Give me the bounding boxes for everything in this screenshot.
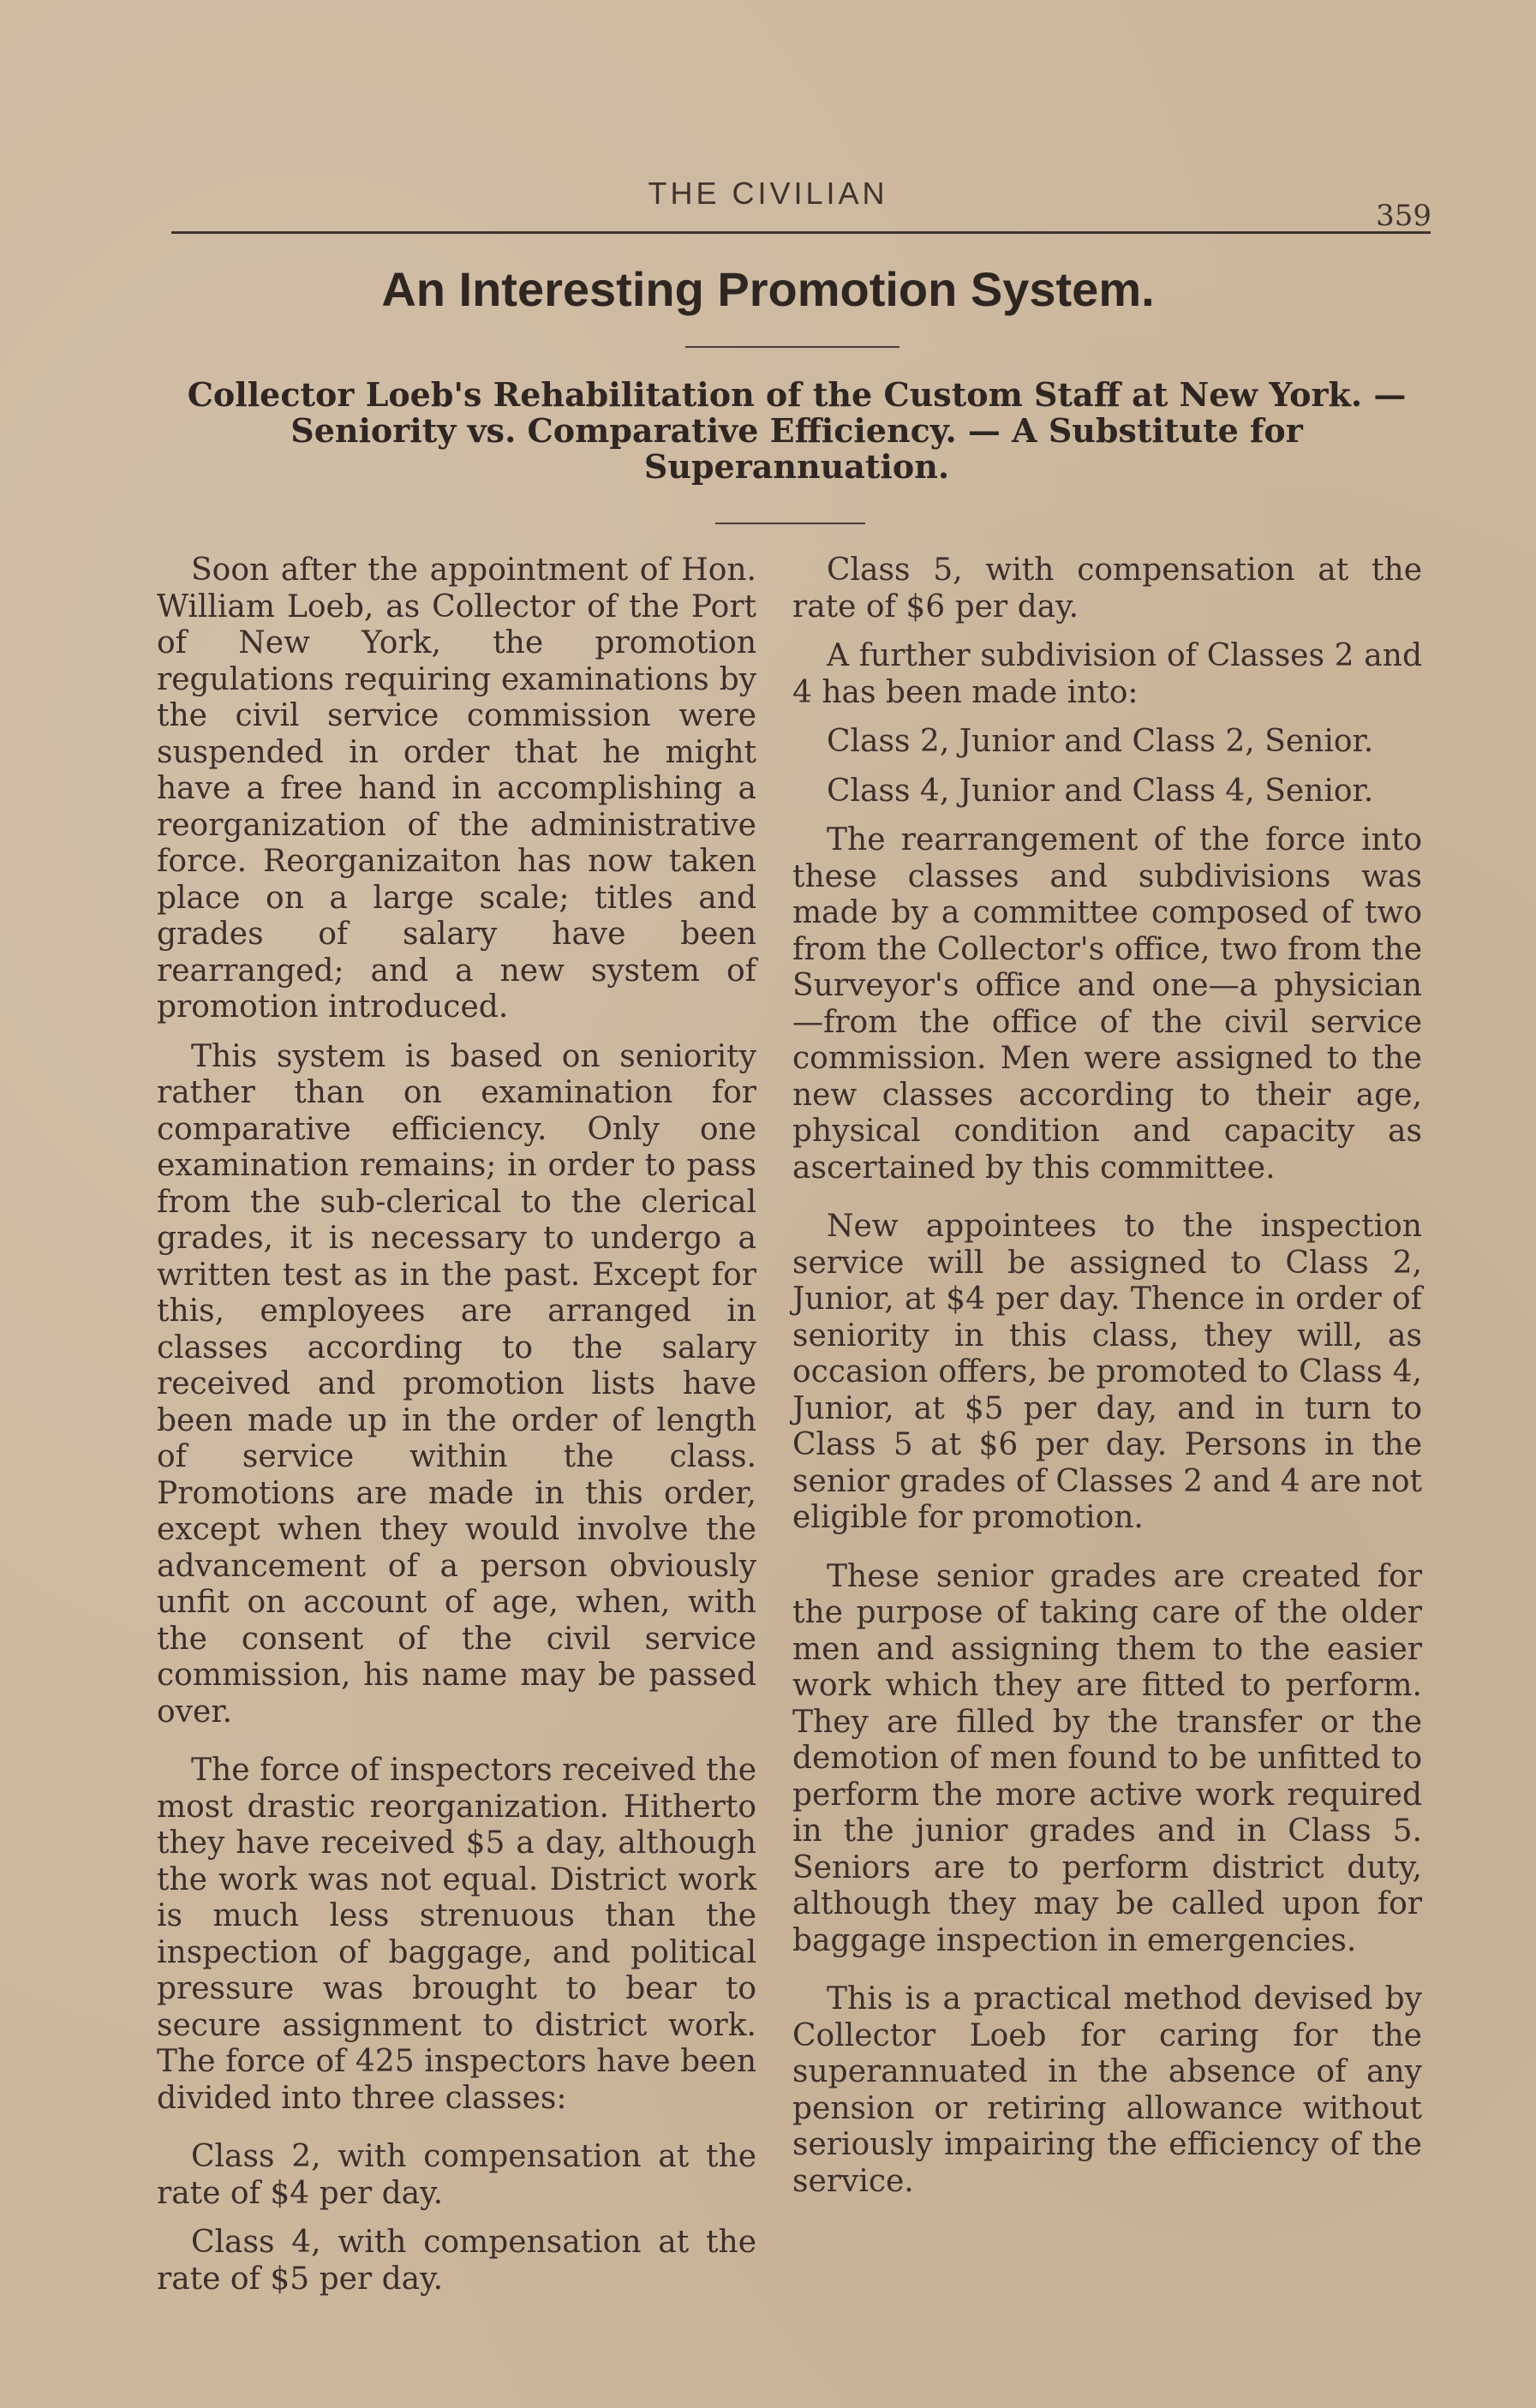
page-number: 359 [1376, 199, 1431, 233]
title-rule [685, 346, 899, 348]
paragraph: Class 4, with compensation at the rate of $5 per day. [157, 2225, 756, 2297]
paragraph: Class 2, Junior and Class 2, Senior. [827, 724, 1374, 759]
paragraph: Soon after the appointment of Hon. William Loeb, as Collector of the Port of New York, the promotion regulations requiring examinations by the civil service commission were suspended in order that he might have a free hand in accomplishing a reorganization of the administrative force. Reorganizaiton has now taken place on a large scale; titles and grades of salary have been rearranged; and a new system of promotion introduced. [157, 553, 756, 1025]
running-head: THE CIVILIAN [648, 176, 888, 211]
subtitle-rule [715, 523, 865, 524]
paragraph: Class 5, with compensation at the rate of $6 per day. [792, 553, 1422, 624]
header-rule [171, 231, 1431, 234]
paragraph: These senior grades are created for the purpose of taking care of the older men and assigning them to the easier work which they are fitted to perform. They are filled by the transfer or the demotion of men found to be unfitted to perform the more active work required in the junior grades and in Class 5. Seniors are to perform district duty, although they may be called upon for baggage inspection in emergencies. [792, 1558, 1422, 1958]
right-column [792, 553, 1422, 2213]
paragraph: This system is based on seniority rather than on examination for comparative efficiency. Only one examination remains; in order to pass from the sub-clerical to the clerical grades, it is necessary to undergo a written test as in the past. Except for this, employees are arranged in classes according to the salary received and promotion lists have been made up in the order of length of service within the class. Promotions are made in this order, except when they would involve the advancement of a person obviously unfit on account of age, when, with the consent of the civil service commission, his name may be passed over. [157, 1038, 756, 1730]
left-column [157, 553, 756, 2310]
paragraph: The rearrangement of the force into these classes and subdivisions was made by a committee composed of two from the Collector's office, two from the Surveyor's office and one—a physician—from the office of the civil service commission. Men were assigned to the new classes according to their age, physical condition and capacity as ascertained by this committee. [792, 822, 1422, 1186]
paragraph: This is a practical method devised by Collector Loeb for caring for the superannuated in the absence of any pension or retiring allowance without seriously impairing the efficiency of the service. [792, 1981, 1422, 2199]
article-title: An Interesting Promotion System. [381, 262, 1155, 316]
article-subtitle: Collector Loeb's Rehabilitation of the Custom Staff at New York. — Seniority vs. Comparative Efficiency. — A Substitute for Superannuation. [187, 375, 1407, 486]
paragraph: New appointees to the inspection service will be assigned to Class 2, Junior, at $4 per day. Thence in order of seniority in this class, they will, as occasion offers, be promoted to Class 4, Junior, at $5 per day, and in turn to Class 5 at $6 per day. Persons in the senior grades of Classes 2 and 4 are not eligible for promotion. [792, 1209, 1422, 1535]
paragraph: Class 4, Junior and Class 4, Senior. [827, 773, 1374, 809]
paragraph: The force of inspectors received the most drastic reorganization. Hitherto they have received $5 a day, although the work was not equal. District work is much less strenuous than the inspection of baggage, and political pressure was brought to bear to secure assignment to district work. The force of 425 inspectors have been divided into three classes: [157, 1753, 756, 2116]
paragraph: Class 2, with compensation at the rate of $4 per day. [157, 2139, 756, 2211]
paragraph: A further subdivision of Classes 2 and 4 has been made into: [792, 638, 1422, 710]
